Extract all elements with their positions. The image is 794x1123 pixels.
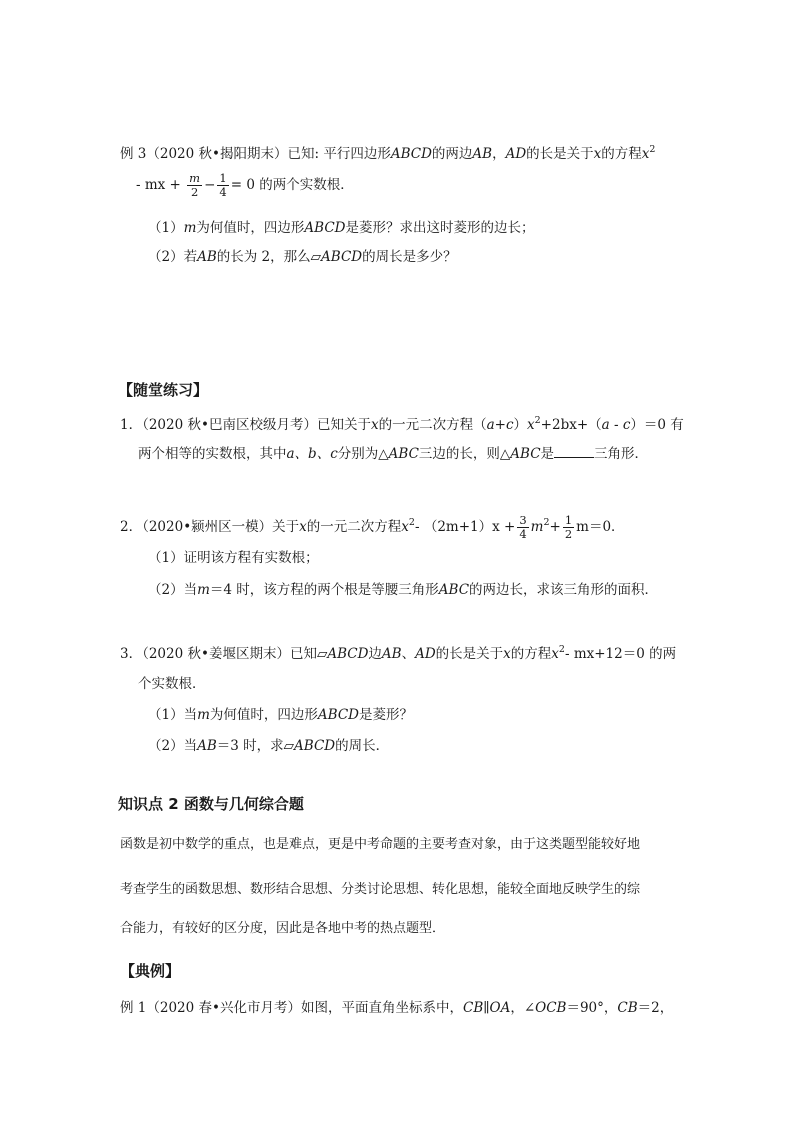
ex3-exp: 2 bbox=[649, 144, 656, 155]
q-text: 的周长是多少？ bbox=[362, 249, 457, 265]
plus-sign: + bbox=[549, 519, 561, 535]
frac-1-over-2 bbox=[563, 514, 574, 541]
frac-num: 1 bbox=[564, 513, 573, 527]
q-prefix: （1）当 bbox=[148, 707, 198, 723]
p-text: m＝0． bbox=[576, 519, 625, 535]
var-m: m bbox=[183, 220, 197, 236]
frac-den: 4 bbox=[519, 527, 527, 541]
var-x: x bbox=[401, 519, 409, 535]
ex3-line1 bbox=[120, 145, 655, 163]
kp2-para-line2: 考查学生的函数思想、数形结合思想、分类讨论思想、转化思想，能较全面地反映学生的综 bbox=[120, 882, 641, 897]
var-x: x bbox=[551, 646, 559, 662]
q-text: 为何值时，四边形 bbox=[196, 220, 305, 236]
ex3-prefix: 例 3（2020 秋•揭阳期末）已知: 平行四边形 bbox=[120, 146, 391, 162]
p-text: 例 1（2020 春•兴化市月考）如图，平面直角坐标系中， bbox=[120, 1000, 463, 1016]
example-heading: 【典例】 bbox=[120, 962, 181, 980]
q-prefix: （1） bbox=[148, 220, 184, 236]
frac-den: 2 bbox=[564, 527, 573, 541]
p-text: 的长是关于 bbox=[435, 646, 504, 662]
p-text: 两个相等的实数根，其中 bbox=[138, 446, 287, 462]
var-abcd: ABCD bbox=[317, 707, 359, 723]
p-text: ，∠ bbox=[510, 1000, 536, 1016]
var-m: m bbox=[197, 582, 210, 598]
ex3-x: x bbox=[593, 146, 602, 162]
frac-1-over-4 bbox=[217, 172, 228, 199]
var-x: x bbox=[299, 519, 307, 535]
ex3-mid3: 的方程 bbox=[601, 146, 642, 162]
frac-3-over-4 bbox=[517, 514, 528, 541]
p-text: ）＝0 有 bbox=[630, 417, 684, 433]
p-text: ） bbox=[513, 417, 527, 433]
frac-den: 4 bbox=[219, 185, 227, 199]
frac-num: m bbox=[189, 171, 201, 185]
practice-p2-q1: （1）证明该方程有实数根； bbox=[148, 550, 319, 566]
q-text: ＝4 时，该方程的两个根是等腰三角形 bbox=[209, 582, 439, 598]
var-triangle: ABC bbox=[438, 582, 470, 598]
exponent: 2 bbox=[408, 517, 415, 528]
q-text: 的两边长，求该三角形的面积． bbox=[469, 582, 659, 598]
var-ocb: OCB bbox=[535, 1000, 567, 1016]
example1-line1 bbox=[120, 999, 673, 1017]
var-triangle: ABC bbox=[510, 446, 541, 462]
var-cb: CB bbox=[463, 1000, 484, 1016]
var-abc: a、b、c bbox=[286, 446, 338, 462]
ex3-line2 bbox=[136, 172, 354, 199]
var-triangle: ABC bbox=[388, 446, 419, 462]
p-text: - mx+12＝0 的两 bbox=[564, 646, 677, 662]
ex3-line2b: = 0 的两个实数根． bbox=[230, 177, 354, 193]
var-abcd: ABCD bbox=[304, 220, 346, 236]
practice-p2-q2 bbox=[148, 581, 658, 599]
var-m: m bbox=[530, 519, 544, 535]
p-text: 是 bbox=[540, 446, 555, 462]
ex3-abcd: ABCD bbox=[390, 146, 432, 162]
var-ab: AB bbox=[381, 646, 402, 662]
var-ac: a+c bbox=[486, 417, 514, 433]
q-text: 的长为 2，那么▱ bbox=[216, 249, 322, 265]
p-text: 三角形． bbox=[594, 446, 649, 462]
frac-num: 1 bbox=[219, 171, 227, 185]
p-text: 边 bbox=[368, 646, 382, 662]
var-abcd: ABCD bbox=[327, 646, 369, 662]
practice-p3-q2 bbox=[148, 737, 389, 755]
ex3-mid1: 的两边 bbox=[431, 146, 473, 162]
answer-blank[interactable] bbox=[554, 445, 594, 458]
p-text: 、 bbox=[401, 646, 416, 662]
p-text: +2bx+（ bbox=[540, 417, 602, 433]
q-prefix: （2）若 bbox=[148, 249, 198, 265]
practice-p3-line2: 个实数根． bbox=[138, 676, 206, 692]
var-amc: a - c bbox=[601, 417, 631, 433]
var-ab: AB bbox=[197, 738, 217, 754]
kp2-heading: 知识点 2 函数与几何综合题 bbox=[118, 795, 304, 813]
ex3-comma: ， bbox=[492, 146, 506, 162]
q-prefix: （2）当 bbox=[148, 738, 198, 754]
var-oa: OA bbox=[489, 1000, 511, 1016]
practice-heading: 【随堂练习】 bbox=[118, 381, 209, 399]
exponent: 2 bbox=[558, 644, 565, 655]
exponent: 2 bbox=[534, 415, 541, 426]
kp2-para-line3: 合能力，有较好的区分度，因此是各地中考的热点题型． bbox=[120, 921, 446, 936]
p-text: 2．（2020•颍州区一模）关于 bbox=[120, 519, 300, 535]
p-text: 的方程 bbox=[510, 646, 552, 662]
ex3-ab: AB bbox=[472, 146, 493, 162]
var-ab: AB bbox=[197, 249, 217, 265]
q-text: 是菱形？求出这时菱形的边长； bbox=[345, 220, 535, 236]
var-x: x bbox=[370, 417, 379, 433]
q-text: 的周长． bbox=[335, 738, 390, 754]
var-m: m bbox=[197, 707, 210, 723]
practice-p2-line1 bbox=[120, 514, 625, 541]
frac-m-over-2 bbox=[187, 172, 202, 199]
p-text: 三边的长，则△ bbox=[418, 446, 511, 462]
ex3-q1 bbox=[148, 219, 534, 237]
p-text: 3．（2020 秋•姜堰区期末）已知▱ bbox=[120, 646, 328, 662]
frac-den: 2 bbox=[190, 185, 199, 199]
practice-p3-q1 bbox=[148, 706, 413, 724]
var-ad: AD bbox=[415, 646, 436, 662]
var-cb: CB bbox=[617, 1000, 638, 1016]
ex3-q2 bbox=[148, 248, 457, 266]
var-x: x bbox=[503, 646, 511, 662]
ex3-mid2: 的长是关于 bbox=[526, 146, 594, 162]
exponent: 2 bbox=[543, 517, 550, 528]
p-text: 分别为△ bbox=[337, 446, 389, 462]
parallel-symbol: ∥ bbox=[483, 1000, 490, 1016]
p-text: ＝90°， bbox=[566, 1000, 618, 1016]
p-text: ＝2， bbox=[637, 1000, 674, 1016]
kp2-para-line1: 函数是初中数学的重点，也是难点，更是中考命题的主要考查对象，由于这类题型能较好地 bbox=[120, 837, 641, 852]
p-text: - （2m+1）x + bbox=[414, 519, 516, 535]
p-text: 的一元二次方程（ bbox=[378, 417, 487, 433]
minus-sign: − bbox=[204, 177, 216, 193]
q-text: ＝3 时，求▱ bbox=[216, 738, 295, 754]
frac-num: 3 bbox=[519, 513, 527, 527]
practice-p1-line1 bbox=[120, 416, 684, 434]
q-prefix: （2）当 bbox=[148, 582, 198, 598]
q-text: 为何值时，四边形 bbox=[209, 707, 318, 723]
var-abcd: ABCD bbox=[321, 249, 363, 265]
practice-p1-line2 bbox=[138, 445, 648, 463]
p-text: 的一元二次方程 bbox=[306, 519, 402, 535]
ex3-ad: AD bbox=[505, 146, 527, 162]
practice-p3-line1 bbox=[120, 645, 676, 663]
q-text: 是菱形？ bbox=[358, 707, 413, 723]
var-x: x bbox=[527, 417, 535, 433]
ex3-line2a: - mx + bbox=[136, 177, 181, 193]
var-abcd: ABCD bbox=[294, 738, 336, 754]
p-text: 1．（2020 秋•巴南区校级月考）已知关于 bbox=[120, 417, 371, 433]
ex3-xvar: x bbox=[641, 146, 650, 162]
